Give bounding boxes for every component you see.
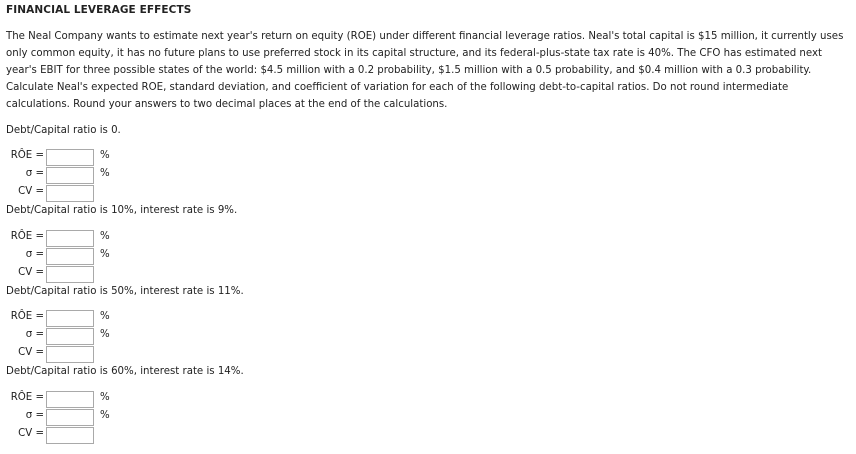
- percent-unit: %: [100, 231, 110, 242]
- page-title: FINANCIAL LEVERAGE EFFECTS: [6, 4, 192, 16]
- roe-label: RÔE =: [10, 231, 44, 242]
- percent-unit: %: [100, 150, 110, 161]
- problem-text: The Neal Company wants to estimate next year's return on equity (ROE) under different financial leverage ratios. Neal's total capital is $15 million, it currently uses only common equity, it has no future plans to use preferred stock in its capital structure, and its federal-plus-state tax rate is 40%. The CFO has estimated next year's EBIT for three possible states of the world: $4.5 million with a 0.2 probability, $1.5 million with a 0.5 probability, and $0.4 million with a 0.3 probability. Calculate Neal's expected ROE, standard deviation, and coefficient of variation for each of the following debt-to-capital ratios. Do not round intermediate calculations. Round your answers to two decimal places at the end of the calculations.: [6, 31, 844, 111]
- cv-input-2[interactable]: [46, 266, 94, 283]
- cv-label: CV =: [18, 267, 44, 278]
- sigma-label: σ =: [25, 249, 44, 260]
- percent-unit: %: [100, 168, 110, 179]
- scenario-heading-2: Debt/Capital ratio is 10%, interest rate is 9%.: [6, 205, 238, 216]
- sigma-input-4[interactable]: [46, 409, 94, 426]
- roe-input-1[interactable]: [46, 149, 94, 166]
- roe-label: RÔE =: [10, 311, 44, 322]
- cv-input-1[interactable]: [46, 185, 94, 202]
- roe-input-2[interactable]: [46, 230, 94, 247]
- sigma-input-2[interactable]: [46, 248, 94, 265]
- scenario-heading-4: Debt/Capital ratio is 60%, interest rate is 14%.: [6, 366, 244, 377]
- roe-label: RÔE =: [10, 392, 44, 403]
- percent-unit: %: [100, 249, 110, 260]
- cv-input-3[interactable]: [46, 346, 94, 363]
- roe-input-4[interactable]: [46, 391, 94, 408]
- percent-unit: %: [100, 311, 110, 322]
- percent-unit: %: [100, 392, 110, 403]
- cv-label: CV =: [18, 347, 44, 358]
- roe-label: RÔE =: [10, 150, 44, 161]
- sigma-input-1[interactable]: [46, 167, 94, 184]
- percent-unit: %: [100, 410, 110, 421]
- cv-label: CV =: [18, 428, 44, 439]
- sigma-label: σ =: [25, 410, 44, 421]
- percent-unit: %: [100, 329, 110, 340]
- cv-input-4[interactable]: [46, 427, 94, 444]
- sigma-input-3[interactable]: [46, 328, 94, 345]
- sigma-label: σ =: [25, 168, 44, 179]
- cv-label: CV =: [18, 186, 44, 197]
- sigma-label: σ =: [25, 329, 44, 340]
- roe-input-3[interactable]: [46, 310, 94, 327]
- scenario-heading-3: Debt/Capital ratio is 50%, interest rate is 11%.: [6, 286, 244, 297]
- scenario-heading-1: Debt/Capital ratio is 0.: [6, 125, 121, 136]
